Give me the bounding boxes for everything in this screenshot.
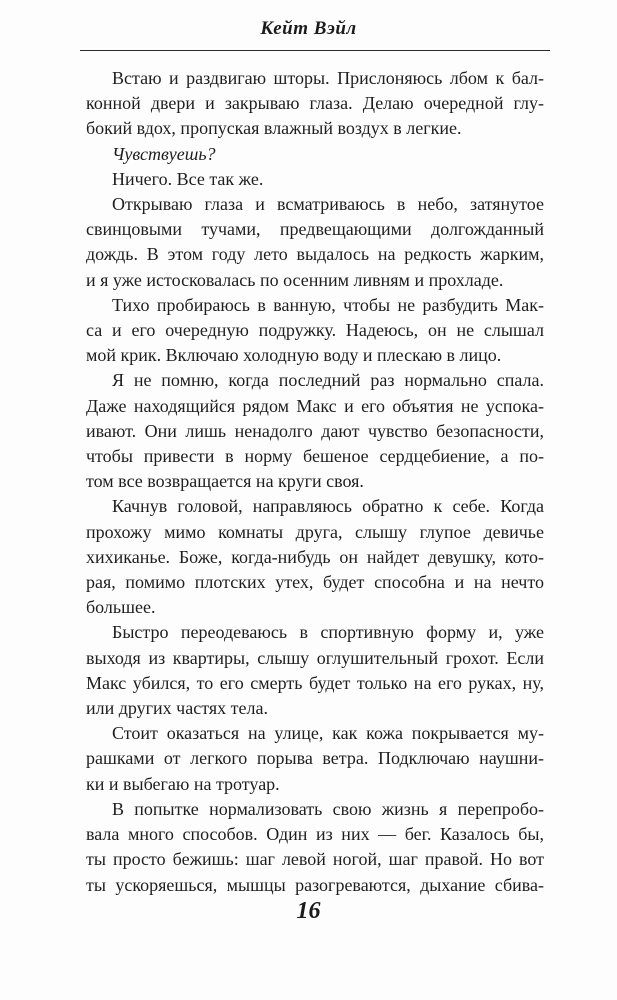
paragraph [86,494,544,620]
text-line: ивают. Они лишь ненадолго дают чувство безопасности, [86,420,544,441]
text-line: хихиканье. Боже, когда-нибудь он найдет девушку, кото- [86,546,544,567]
paragraph [86,721,544,797]
body-text [86,66,544,898]
text-line: Быстро переодеваюсь в спортивную форму и, уже [112,622,544,643]
running-header-author: Кейт Вэйл [260,18,357,39]
text-line: В попытке нормализовать свою жизнь я перепробо- [112,798,544,819]
text-line: мой крик. Включаю холодную воду и плескаю в лицо. [86,345,502,366]
text-line: вала много способов. Один из них — бег. Казалось бы, [86,824,544,845]
text-line: Макс убился, то его смерть будет только на его руках, ну, [86,672,544,693]
text-line: Встаю и раздвигаю шторы. Прислоняюсь лбом к бал- [112,68,544,88]
page-number: 16 [296,898,321,924]
header-rule [80,50,550,51]
paragraph [86,142,544,167]
text-line: конной двери и закрываю глаза. Делаю очередной глу- [86,93,544,114]
text-line: том все возвращается на круги своя. [86,471,364,492]
text-line: свинцовыми тучами, предвещающими долгожданный [86,219,544,240]
paragraph [86,797,544,898]
text-line: Ничего. Все так же. [112,168,264,189]
text-line: ки и выбегаю на тротуар. [86,773,280,794]
text-line: Тихо пробираюсь в ванную, чтобы не разбудить Мак- [112,294,544,315]
text-line: дождь. В этом году лето выдалось на редкость жарким, [86,244,544,265]
paragraph [86,293,544,369]
text-line: рая, помимо плотских утех, будет способна и на нечто [86,572,544,593]
text-line: бокий вдох, пропуская влажный воздух в легкие. [86,118,462,139]
paragraph [86,66,544,142]
text-line: рашками от легкого порыва ветра. Подключаю наушни- [86,748,544,769]
paragraph [86,167,544,192]
paragraph [86,192,544,293]
text-line: и я уже истосковалась по осенним ливням и прохладе. [86,269,504,290]
paragraph [86,368,544,494]
paragraph [86,620,544,721]
text-line: ты ускоряешься, мышцы разогреваются, дыхание сбива- [86,874,544,895]
text-line: или других частях тела. [86,698,268,719]
text-line: прохожу мимо комнаты друга, слышу глупое девичье [86,521,544,542]
text-line: большее. [86,597,156,618]
text-line: Открываю глаза и всматриваюсь в небо, затянутое [112,194,544,215]
text-line: са и его очередную подружку. Надеюсь, он не слышал [86,320,544,341]
text-line: Чувствуешь? [112,143,216,164]
text-line: Даже находящийся рядом Макс и его объятия не успока- [86,395,544,416]
text-line: Стоит оказаться на улице, как кожа покрывается му- [112,723,544,744]
text-line: Качнув головой, направляюсь обратно к себе. Когда [112,496,544,517]
text-line: чтобы привести в норму бешеное сердцебиение, а по- [86,446,544,467]
text-line: ты просто бежишь: шаг левой ногой, шаг правой. Но вот [86,849,544,870]
text-line: выходя из квартиры, слышу оглушительный грохот. Если [86,647,544,668]
text-line: Я не помню, когда последний раз нормально спала. [112,370,544,391]
